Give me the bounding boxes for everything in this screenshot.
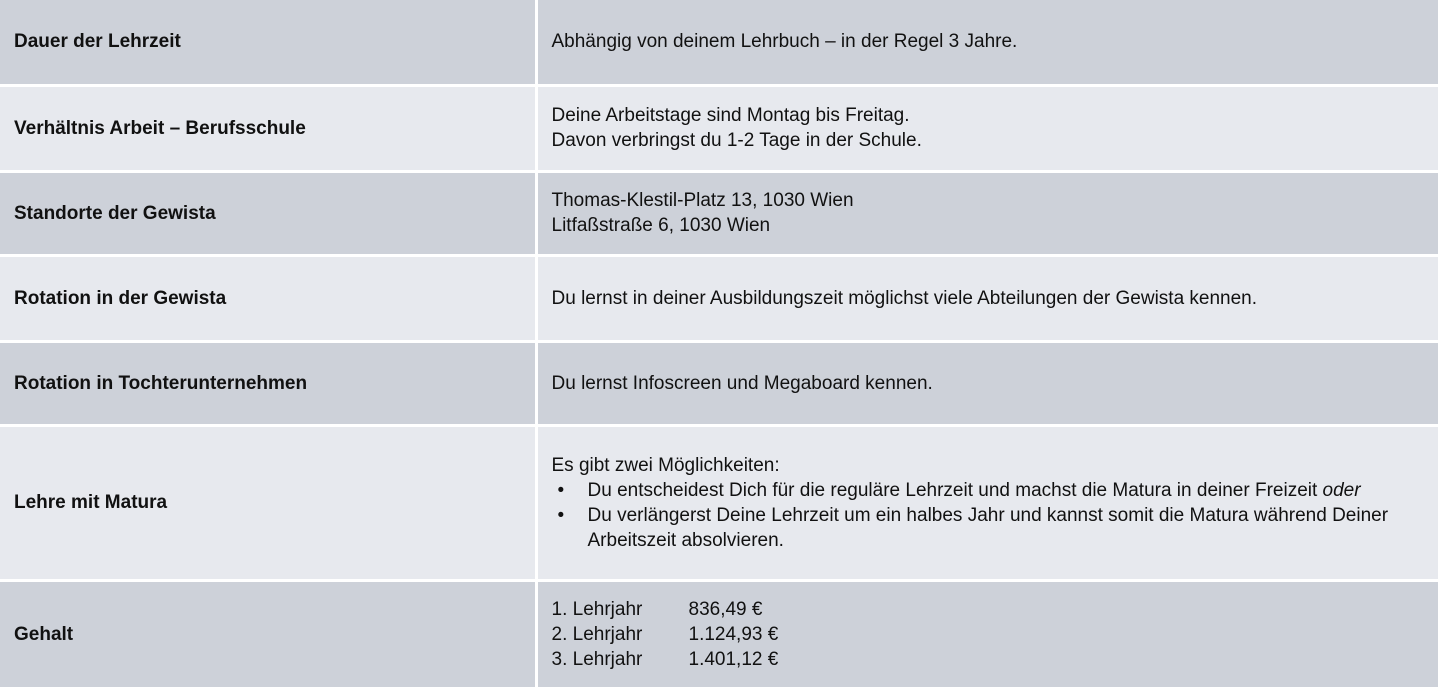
salary-row xyxy=(552,597,1439,622)
option-text: Du entscheidest Dich für die reguläre Lehrzeit und machst die Matura in deiner Freizeit xyxy=(587,479,1318,501)
option-italic: oder xyxy=(1322,479,1361,501)
salary-amount: 836,49 € xyxy=(688,598,763,620)
salary-amount: 1.124,93 € xyxy=(688,623,779,645)
option-text: Du verlängerst Deine Lehrzeit um ein halbes Jahr und kannst somit die Matura während Deiner Arbeitszeit absolvieren. xyxy=(587,504,1389,551)
row-label: Verhältnis Arbeit – Berufsschule xyxy=(0,85,536,171)
row-value xyxy=(536,580,1438,688)
bullet-icon: • xyxy=(557,479,565,501)
table-row xyxy=(0,85,1438,171)
salary-year: 1. Lehrjahr xyxy=(551,598,643,620)
row-value xyxy=(536,171,1438,255)
salary-amount: 1.401,12 € xyxy=(688,648,779,670)
salary-year: 3. Lehrjahr xyxy=(551,648,643,670)
value-line: Abhängig von deinem Lehrbuch – in der Regel 3 Jahre. xyxy=(551,31,1018,53)
row-label: Standorte der Gewista xyxy=(0,171,536,255)
value-line: Du lernst in deiner Ausbildungszeit möglichst viele Abteilungen der Gewista kennen. xyxy=(551,287,1258,309)
option-list xyxy=(552,478,1439,553)
row-value xyxy=(536,0,1438,85)
table-row xyxy=(0,580,1438,688)
address-line: Litfaßstraße 6, 1030 Wien xyxy=(551,215,771,236)
table-row xyxy=(0,255,1438,341)
table-row xyxy=(0,171,1438,255)
table-row xyxy=(0,425,1438,580)
row-value xyxy=(536,255,1438,341)
value-intro: Es gibt zwei Möglichkeiten: xyxy=(551,454,780,476)
table-row xyxy=(0,0,1438,85)
address-line: Thomas-Klestil-Platz 13, 1030 Wien xyxy=(551,190,854,211)
row-label: Lehre mit Matura xyxy=(0,425,536,580)
row-label: Rotation in Tochterunternehmen xyxy=(0,341,536,425)
row-value xyxy=(536,85,1438,171)
salary-year: 2. Lehrjahr xyxy=(551,623,643,645)
salary-row xyxy=(552,622,1439,647)
row-value xyxy=(536,425,1438,580)
table-row xyxy=(0,341,1438,425)
value-line: Davon verbringst du 1-2 Tage in der Schule. xyxy=(551,130,922,151)
value-line: Deine Arbeitstage sind Montag bis Freitag. xyxy=(551,105,910,126)
list-item xyxy=(552,478,1439,503)
list-item xyxy=(552,503,1439,553)
row-value xyxy=(536,341,1438,425)
salary-row xyxy=(552,647,1439,672)
value-line: Du lernst Infoscreen und Megaboard kennen. xyxy=(551,372,933,394)
bullet-icon: • xyxy=(557,504,565,526)
row-label: Rotation in der Gewista xyxy=(0,255,536,341)
row-label: Gehalt xyxy=(0,580,536,688)
row-label: Dauer der Lehrzeit xyxy=(0,0,536,85)
